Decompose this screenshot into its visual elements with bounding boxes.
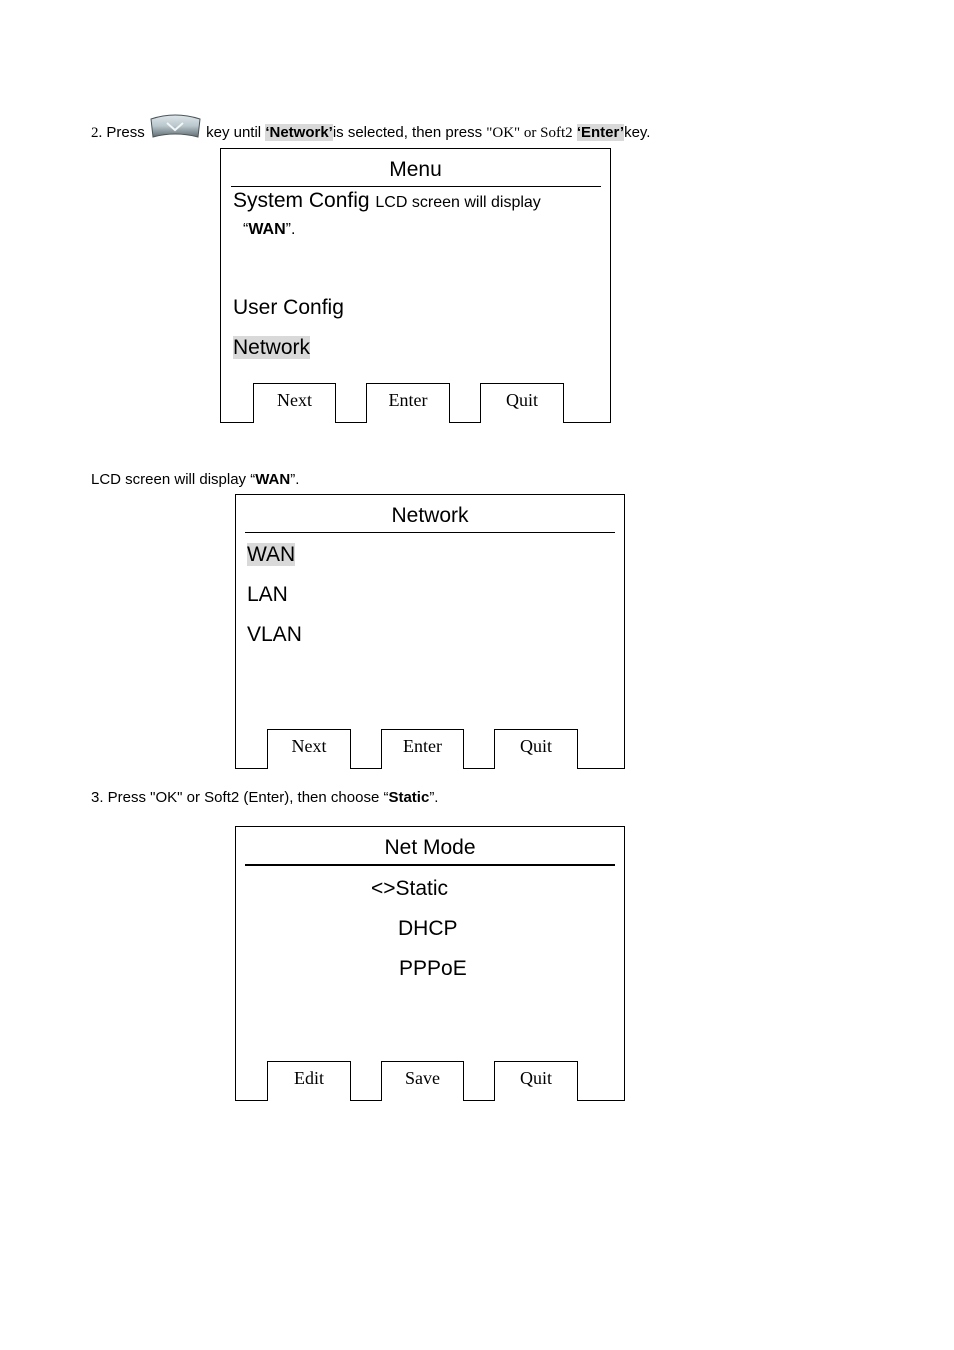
screen-title: Network [391,504,469,527]
net-mode-item-pppoe[interactable] [399,957,467,981]
net-mode-item-dhcp[interactable] [398,917,458,941]
lcd-display-instruction [91,471,299,488]
ok-soft2-text: "OK" or Soft2 [486,125,573,141]
quit-button[interactable]: Quit [494,729,578,769]
down-arrow-key-icon [149,113,202,141]
quote-open: “ [243,221,249,238]
enter-button[interactable]: Enter [381,729,464,769]
static-bold: Static [388,789,430,806]
network-screen [235,494,625,769]
title-divider [245,532,615,533]
menu-item-network[interactable] [233,336,310,360]
quit-button[interactable]: Quit [494,1061,578,1101]
menu-item-label: System Config [233,189,370,212]
menu-item-note: LCD screen will display [375,194,541,211]
wan-bold: WAN [255,471,291,488]
wan-bold: WAN [248,221,286,238]
step3-text: 3. Press "OK" or Soft2 (Enter), then choose “ [91,789,389,806]
enter-button[interactable]: Enter [366,383,450,423]
network-item-label: VLAN [247,623,302,646]
menu-item-note-line2 [243,221,295,239]
key-until-text: key until [206,124,262,141]
net-mode-item-label: <>Static [371,877,449,900]
enter-highlight: ‘Enter’ [576,124,625,141]
step3-instruction [91,789,438,806]
quote-close: ”. [290,471,300,488]
net-mode-item-label: DHCP [398,917,458,940]
screen-title: Net Mode [384,836,476,859]
quote-close: ”. [285,221,296,238]
step2-instruction [91,113,650,142]
menu-item-label: Network [233,336,311,359]
title-divider [245,864,615,866]
network-item-label: LAN [247,583,288,606]
net-mode-item-label: PPPoE [399,957,467,980]
quote-close: ”. [429,789,439,806]
quit-button[interactable]: Quit [480,383,564,423]
network-item-vlan[interactable] [247,623,302,647]
title-divider [231,186,601,187]
menu-item-user-config[interactable] [233,296,344,320]
next-button[interactable]: Next [267,729,351,769]
step-number: 2. [91,125,103,141]
next-button[interactable]: Next [253,383,336,423]
screen-title: Menu [389,158,442,181]
network-highlight: ‘Network’ [265,124,333,141]
net-mode-screen [235,826,625,1101]
menu-item-system-config[interactable] [233,189,541,213]
lcd-text: LCD screen will display “ [91,471,256,488]
menu-screen [220,148,611,423]
menu-item-label: User Config [233,296,344,319]
network-item-label: WAN [247,543,296,566]
save-button[interactable]: Save [381,1061,464,1101]
press-text: Press [106,124,145,141]
net-mode-item-static[interactable] [371,877,448,901]
key-end-text: key. [624,124,651,141]
network-item-wan[interactable] [247,543,295,567]
edit-button[interactable]: Edit [267,1061,351,1101]
is-selected-text: is selected, then press [332,124,483,141]
network-item-lan[interactable] [247,583,288,607]
